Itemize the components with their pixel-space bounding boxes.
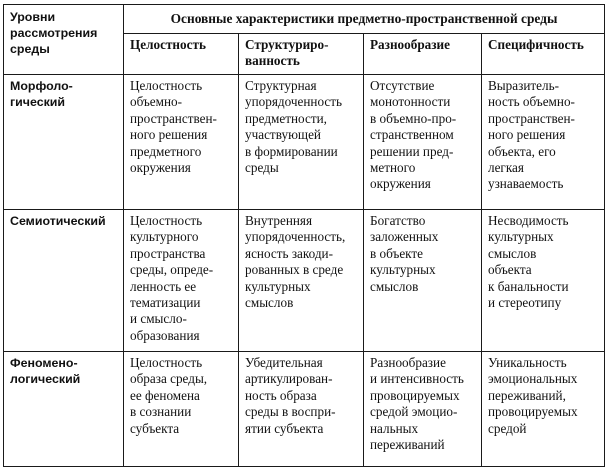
table-cell: Убедительная артикулирован- ность образа среды в воспри- ятии субъекта — [239, 352, 364, 467]
corner-header-cell: Уровни рассмотрения среды — [4, 5, 124, 75]
row-header-phenomenological: Феномено- логический — [4, 352, 124, 467]
table-cell: Несводимость культурных смыслов объекта к банальности и стереотипу — [482, 210, 605, 352]
row-header-semiotic: Семиотический — [4, 210, 124, 352]
column-header-structuredness: Структуриро- ванность — [239, 34, 364, 75]
column-header-specificity: Специфичность — [482, 34, 605, 75]
table-cell: Целостность объемно- пространствен- ного решения предметного окружения — [124, 75, 239, 210]
table-cell: Целостность культурного пространства среды, опреде- ленность ее тематизации и смысло- образования — [124, 210, 239, 352]
table-cell: Целостность образа среды, ее феномена в сознании субъекта — [124, 352, 239, 467]
table-cell: Богатство заложенных в объекте культурных смыслов — [364, 210, 482, 352]
table-cell: Внутренняя упорядоченность, ясность закоди- рованных в среде культурных смыслов — [239, 210, 364, 352]
column-header-integrity: Целостность — [124, 34, 239, 75]
super-header-cell: Основные характеристики предметно-пространственной среды — [124, 5, 605, 34]
table-cell: Уникальность эмоциональных переживаний, провоцируемых средой — [482, 352, 605, 467]
table-cell: Отсутствие монотонности в объемно-про- странственном решении пред- метного окружения — [364, 75, 482, 210]
column-header-diversity: Разнообразие — [364, 34, 482, 75]
table-cell: Структурная упорядоченность предметности, участвующей в формировании среды — [239, 75, 364, 210]
table-cell: Разнообразие и интенсивность провоцируемых средой эмоцио- нальных переживаний — [364, 352, 482, 467]
table-row-phenomenological — [4, 352, 605, 467]
table-row-semiotic — [4, 210, 605, 352]
header-row-1 — [4, 5, 605, 34]
table-row-morphological — [4, 75, 605, 210]
characteristics-table — [3, 4, 605, 467]
document-page — [3, 4, 604, 466]
row-header-morphological: Морфоло- гический — [4, 75, 124, 210]
table-cell: Выразитель- ность объемно- пространствен- ного решения объекта, его легкая узнаваемость — [482, 75, 605, 210]
